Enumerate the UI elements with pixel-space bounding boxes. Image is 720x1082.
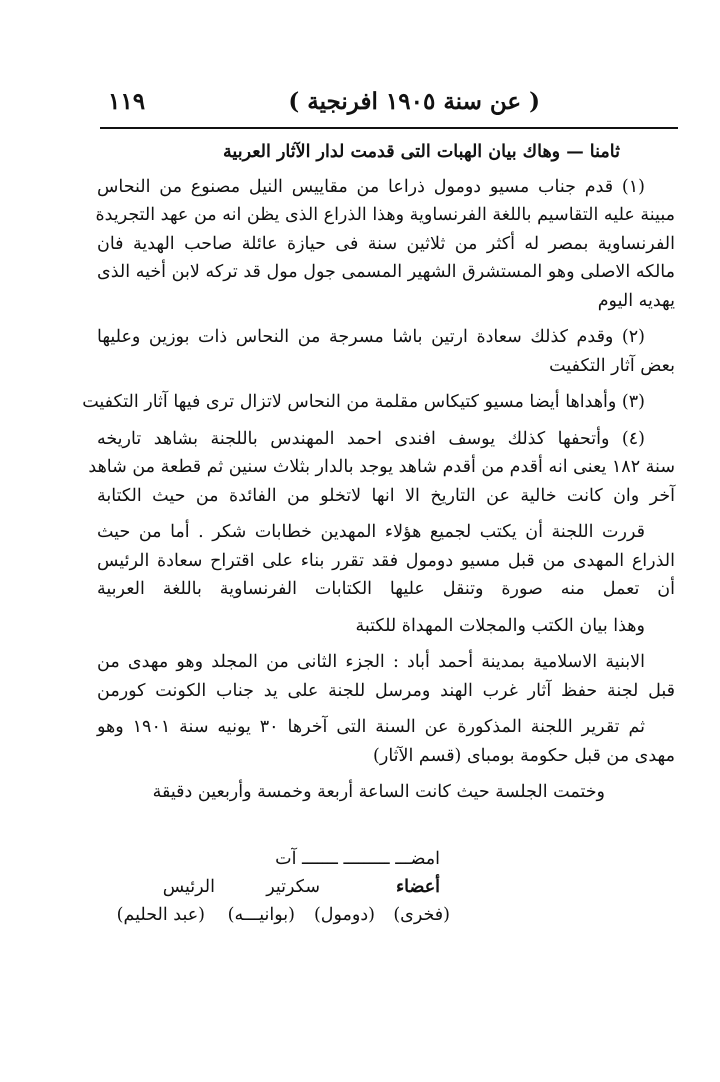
page-header [100,84,675,120]
donation-item-4 [97,425,675,454]
secretary-label: سكرتير [266,877,320,897]
signature-block [97,845,675,965]
books-heading [97,612,675,641]
donation-item-3 [82,388,675,417]
closing-line [97,778,675,807]
text-line: الذراع المهدى من قبل مسيو دومول فقد تقرر بناء على اقتراح سعادة الرئيس [97,550,675,571]
president-label: الرئيس [162,877,215,897]
page-number: ١١٩ [108,88,146,115]
donation-item-1 [97,173,675,202]
signature-line: امضـــ ـــــــــ ـــــــ آت [275,849,440,869]
text-line: الابنية الاسلامية بمدينة أحمد أباد : الجزء الثانى من المجلد وهو مهدى من [97,652,645,672]
text-line: سنة ١٨٢ يعنى انه أقدم من أقدم شاهد يوجد بالدار بثلاث سنين ثم قطعة من شاهد [88,457,675,477]
text-line: (٣) وأهداها أيضا مسيو كتيكاس مقلمة من النحاس لاتزال ترى فيها آثار التكفيت [82,392,645,412]
signatory-name: (بوانيـــه) [227,905,295,925]
donation-item-1-cont [97,201,675,315]
donation-item-4-cont [88,453,675,510]
text-line: مهدى من قبل حكومة بومباى (قسم الآثار) [373,745,675,766]
signatory-name: (عبد الحليم) [116,905,205,925]
section-heading: ثامنا — وهاك بيان الهبات التى قدمت لدار الآثار العربية [223,142,620,162]
text-line: مالكه الاصلى وهو المستشرق الشهير المسمى جول مول قد تركه لابن أخيه الذى [97,262,675,282]
text-line: آخر وان كانت خالية عن التاريخ الا انها لاتخلو من الفائدة من حيث الكتابة [97,485,675,506]
text-line: (٤) وأتحفها كذلك يوسف افندى احمد المهندس باللجنة بشاهد تاريخه [97,428,645,449]
text-line: ثم تقرير اللجنة المذكورة عن السنة التى آخرها ٣٠ يونيه سنة ١٩٠١ وهو [97,717,645,737]
running-title: ( عن سنة ١٩٠٥ افرنجية ) [288,88,540,115]
text-line: مبينة عليه التقاسيم باللغة الفرنساوية وهذا الذراع الذى يظن انه من عهد التجريدة [95,205,675,225]
text-line: الفرنساوية بمصر له أكثر من ثلاثين سنة فى حيازة عائلة صاحب الهدية فان [97,233,675,254]
book-entry-2-cont [97,742,675,771]
book-entry-1-cont [97,677,675,706]
book-entry-2 [97,713,675,742]
text-line: أن تعمل منه صورة وتنقل عليها الكتابات الفرنساوية باللغة العربية [97,579,675,599]
text-line: قررت اللجنة أن يكتب لجميع هؤلاء المهدين خطابات شكر . أما من حيث [97,522,645,542]
donation-item-2-cont [97,352,675,381]
book-entry-1 [97,648,675,677]
header-rule [100,127,678,129]
members-label: أعضاء [395,877,440,897]
resolution-paragraph [97,518,675,547]
text-line: (١) قدم جناب مسيو دومول ذراعا من مقاييس النيل مصنوع من النحاس [97,176,645,197]
text-line: وهذا بيان الكتب والمجلات المهداة للكتبة [355,615,645,636]
resolution-paragraph-cont [97,547,675,604]
donation-item-2 [97,323,675,352]
text-line: وختمت الجلسة حيث كانت الساعة أربعة وخمسة وأربعين دقيقة [152,782,605,802]
signatory-name: (فخرى) [393,905,450,925]
text-line: قبل لجنة حفظ آثار غرب الهند ومرسل للجنة على يد جناب الكونت كورمن [97,680,675,701]
signatory-name: (دومول) [313,905,375,925]
text-line: يهديه اليوم [597,290,675,311]
text-line: (٢) وقدم كذلك سعادة ارتين باشا مسرجة من النحاس ذات بوزين وعليها [97,327,645,347]
document-body [82,138,675,815]
text-line: بعض آثار التكفيت [549,355,675,376]
